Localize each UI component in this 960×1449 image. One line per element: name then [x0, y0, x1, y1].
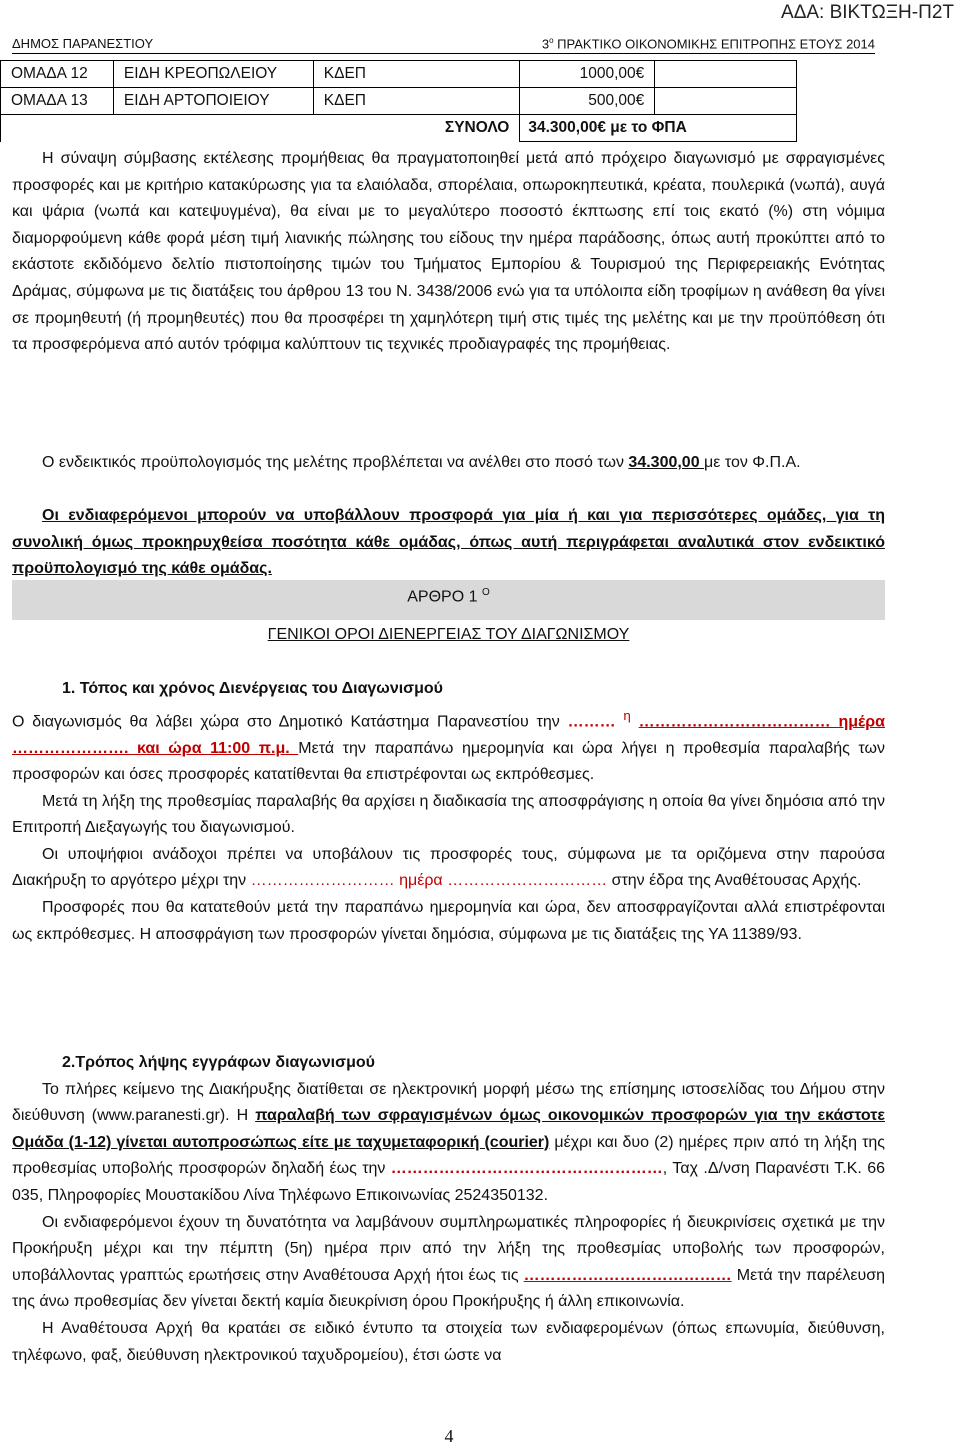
- total-label: ΣΥΝΟΛΟ: [313, 115, 520, 142]
- type-cell: ΚΔΕΠ: [313, 88, 520, 115]
- budget-paragraph: Ο ενδεικτικός προϋπολογισμός της μελέτης προβλέπεται να ανέλθει στο ποσό των 34.300,00 με τον Φ.Π.Α.: [42, 454, 801, 471]
- desc-cell: ΕΙΔΗ ΑΡΤΟΠΟΙΕΙΟΥ: [113, 88, 313, 115]
- section-1-title: 1. Τόπος και χρόνος Διενέργειας του Διαγωνισμού: [62, 680, 443, 697]
- value-cell: 1000,00€: [520, 61, 655, 88]
- groups-table: [0, 60, 797, 142]
- deadline-blank: ……………………… ημέρα …………………………: [250, 872, 608, 890]
- venue-paragraph: Ο διαγωνισμός θα λάβει χώρα στο Δημοτικό Κατάστημα Παρανεστίου την ……… $^\eta$ ……………………………… ημέρα …………………. και ώρα 11:00 π.μ. Μετά την παραπάνω ημερομηνία και ώρα λήγει η προθεσμία παραλαβής των προσφορών και όσες προσφορές κατατίθενται θα επιστρέφονται ως εκπρόθεσμες.: [12, 707, 886, 784]
- section-2: [12, 1050, 885, 1369]
- ada-code: ΑΔΑ: ΒΙΚΤΩΞΗ-Π2Τ: [781, 2, 954, 23]
- total-row: [1, 115, 797, 142]
- section-2-title: 2.Τρόπος λήψης εγγράφων διαγωνισμού: [62, 1054, 375, 1071]
- groups-note: Οι ενδιαφερόμενοι μπορούν να υποβάλλουν προσφορά για μία ή και για περισσότερες ομάδες, για τη συνολική όμως προκηρυχθείσα ποσότητα κάθε ομάδας, όπως αυτή περιγράφεται αναλυτικά στον ενδεικτικό προϋπολογισμό της κάθε ομάδας.: [12, 507, 885, 578]
- table-row: [1, 88, 797, 115]
- general-terms-title: ΓΕΝΙΚΟΙ ΟΡΟΙ ΔΙΕΝΕΡΓΕΙΑΣ ΤΟΥ ΔΙΑΓΩΝΙΣΜΟΥ: [267, 626, 630, 643]
- section-1: [12, 676, 885, 948]
- total-value: 34.300,00€ με το ΦΠΑ: [520, 115, 797, 142]
- documents-paragraph: Το πλήρες κείμενο της Διακήρυξης διατίθεται σε ηλεκτρονική μορφή μέσω της επίσημης ιστοσελίδας του Δήμου στην διεύθυνση (www.paranesti.gr). Η παραλαβή των σφραγισμένων όμως οικονομικών προσφορών για την εκάστοτε Ομάδα (1-12) γίνεται αυτοπροσώπως είτε με ταχυμεταφορική (courier) μέχρι και δυο (2) ημέρες πριν από τη λήξη της προθεσμίας υποβολής προσφορών δηλαδή έως την ……………………………………………, Ταχ .Δ/νση Παρανέστι Τ.Κ. 66 035, Πληροφορίες Μουστακίδου Λίνα Τηλέφωνο Επικοινωνίας 2524350132.: [12, 1080, 886, 1204]
- page-number: 4: [444, 1426, 454, 1446]
- empty-cell: [655, 61, 797, 88]
- budget-amount: 34.300,00: [628, 454, 705, 471]
- late-offers-paragraph: Προσφορές που θα κατατεθούν μετά την παραπάνω ημερομηνία και ώρα, δεν αποσφραγίζονται αλλά επιστρέφονται ως εκπρόθεσμες. Η αποσφράγιση των προσφορών γίνεται δημόσια, σύμφωνα με τις διατάξεις της ΥΑ 11389/93.: [12, 899, 885, 943]
- records-paragraph: Η Αναθέτουσα Αρχή θα κρατάει σε ειδικό έντυπο τα στοιχεία των ενδιαφερομένων (όπως επωνυμία, διεύθυνση, τηλέφωνο, φαξ, διεύθυνση ηλεκτρονικού ταχυδρομείου), έτσι ώστε να: [12, 1319, 885, 1364]
- empty-cell: [655, 88, 797, 115]
- general-terms-section: [12, 622, 885, 649]
- group-cell: ΟΜΑΔΑ 12: [1, 61, 114, 88]
- value-cell: 500,00€: [520, 88, 655, 115]
- municipality-name: ΔΗΜΟΣ ΠΑΡΑΝΕΣΤΙΟΥ: [12, 36, 154, 51]
- type-cell: ΚΔΕΠ: [313, 61, 520, 88]
- page-header: [12, 36, 875, 54]
- desc-cell: ΕΙΔΗ ΚΡΕΟΠΩΛΕΙΟΥ: [113, 61, 313, 88]
- date-time-blank: ……………………………… ημέρα …………………. και ώρα 11:00 π.μ.: [12, 712, 885, 757]
- group-cell: ΟΜΑΔΑ 13: [1, 88, 114, 115]
- clarifications-paragraph: Οι ενδιαφερόμενοι έχουν τη δυνατότητα να λαμβάνουν συμπληρωματικές πληροφορίες ή διευκρινίσεις σχετικά με την Προκήρυξη μέχρι και την πέμπτη (5η) ημέρα πριν από την λήξη της προθεσμίας υποβολής των προσφορών, υποβάλλοντας γραπτώς ερωτήσεις στην Αναθέτουσα Αρχή ήτοι έως τις ………………………………… Μετά την παρέλευση της άνω προθεσμίας δεν γίνεται δεκτή καμία διευκρίνιση όρου Προκήρυξης ή άλλη επικοινωνία.: [12, 1213, 886, 1311]
- budget-section: [12, 450, 885, 477]
- opening-paragraph: Μετά τη λήξη της προθεσμίας παραλαβής θα αρχίσει η διαδικασία της αποσφράγισης η οποία θα γίνει δημόσια από την Επιτροπή Διεξαγωγής του διαγωνισμού.: [12, 792, 885, 837]
- groups-note-section: [12, 503, 885, 583]
- article-heading: ΑΡΘΡΟ 1 $^O$: [12, 580, 885, 620]
- award-paragraph: Η σύναψη σύμβασης εκτέλεσης προμήθειας θα πραγματοποιηθεί μετά από πρόχειρο διαγωνισμό με σφραγισμένες προσφορές και με κριτήριο κατακύρωσης για τα ελαιόλαδα, σπορέλαια, οπωροκηπευτικά, κρέατα, πουλερικά (νωπά), αυγά και ψάρια (νωπά και κατεψυγμένα), θα είναι με το μεγαλύτερο ποσοστό έκπτωσης επί τοις εκατό (%) στη νόμιμα διαμορφούμενη κάθε φορά μέση τιμή λιανικής πώλησης του είδους την ημέρα παράδοσης, όπως αυτή προκύπτει από το εκάστοτε εκδιδόμενο δελτίο πιστοποίησης τιμών του Τμήματος Εμπορίου & Τουρισμού της Περιφερειακής Ενότητας Δράμας, σύμφωνα με τις διατάξεις του άρθρου 13 του Ν. 3438/2006 ενώ για τα υπόλοιπα είδη τροφίμων η ανάθεση θα γίνει σε προμηθευτή (ή προμηθευτές) που θα προσφέρει τη χαμηλότερη τιμή στις τιμές της μελέτης και με την προϋπόθεση ότι τα προσφερόμενα από αυτόν τρόφιμα καλύπτουν τις τεχνικές προδιαγραφές της προμήθειας.: [12, 150, 885, 354]
- award-section: [12, 146, 885, 359]
- table-row: [1, 61, 797, 88]
- minutes-title: $3^o$ ΠΡΑΚΤΙΚΟ ΟΙΚΟΝΟΜΙΚΗΣ ΕΠΙΤΡΟΠΗΣ ΕΤΟΥΣ 2014: [541, 36, 875, 52]
- deadline-paragraph: Οι υποψήφιοι ανάδοχοι πρέπει να υποβάλουν τις προσφορές τους, σύμφωνα με τα οριζόμενα στην παρούσα Διακήρυξη το αργότερο μέχρι την ……………………… ημέρα ………………………… στην έδρα της Αναθέτουσας Αρχής.: [12, 845, 885, 890]
